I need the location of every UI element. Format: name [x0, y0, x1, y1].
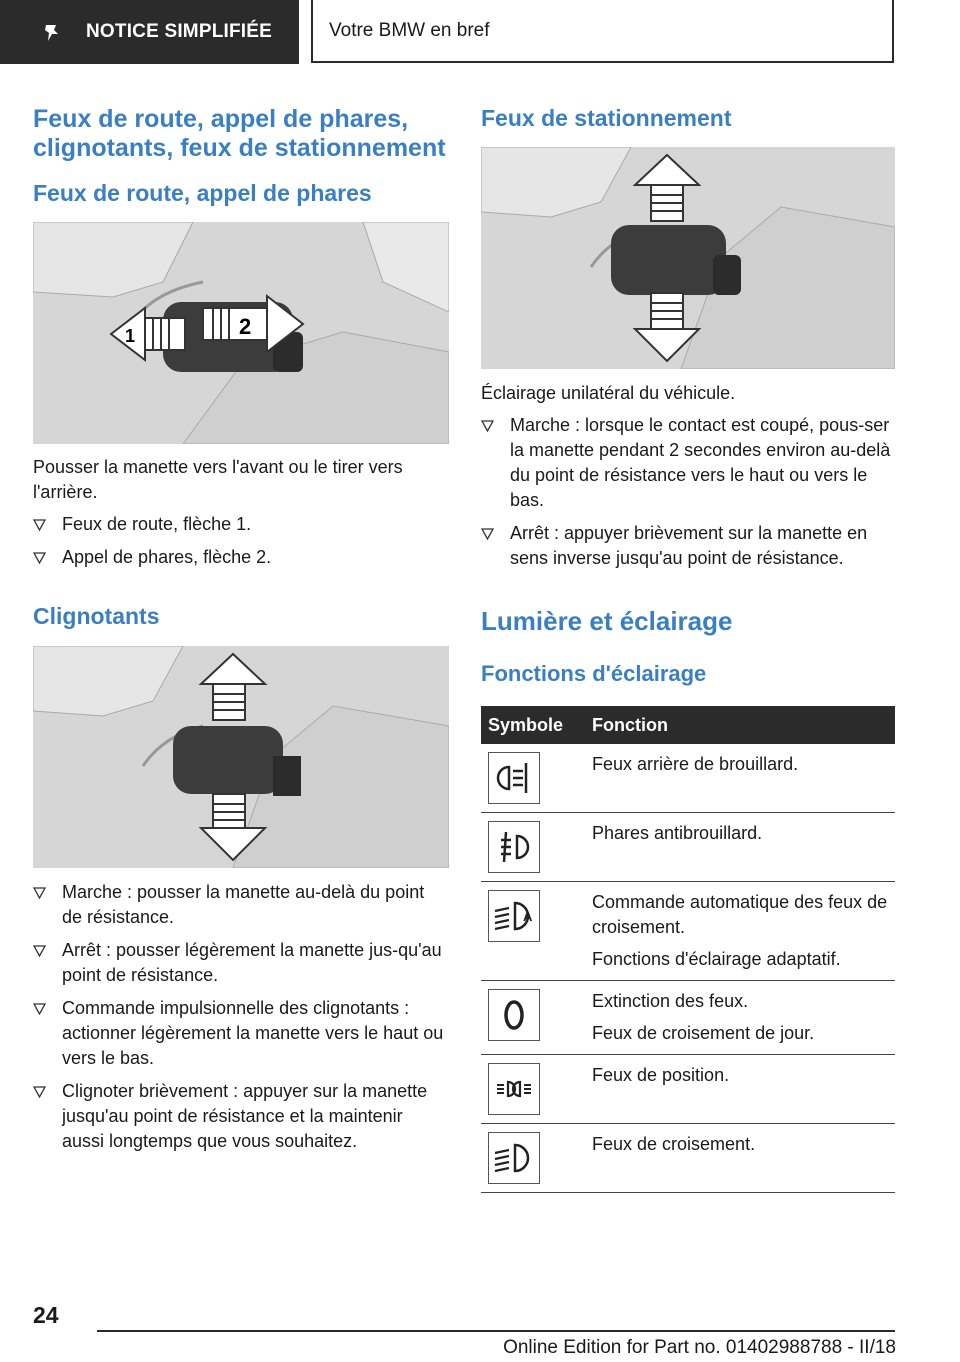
- bullet-triangle-icon: [481, 420, 494, 432]
- list-item: Commande impulsionnelle des clignotants : actionner légèrement la manette vers le haut ou vers le bas.: [33, 996, 449, 1071]
- table-row: [481, 813, 895, 882]
- lighting-symbols-table: [481, 706, 895, 1193]
- footer-edition: Online Edition for Part no. 01402988788 - II/18: [503, 1337, 896, 1358]
- arrow-2-label: 2: [239, 314, 252, 339]
- table-header: [481, 706, 895, 744]
- subheading-parking-lights: Feux de stationnement: [481, 105, 732, 131]
- page-title: Feux de route, appel de phares, clignotants, feux de stationnement: [33, 105, 446, 162]
- low-beam-icon: [488, 1132, 540, 1184]
- pin-icon: [42, 21, 64, 43]
- function-text: Phares antibrouillard.: [592, 823, 763, 843]
- table-row: [481, 981, 895, 1055]
- bullet-triangle-icon: [481, 528, 494, 540]
- table-row: [481, 1055, 895, 1124]
- turn-signal-illustration: [33, 646, 449, 868]
- parking-light-list: [481, 413, 897, 571]
- function-text: Feux de position.: [592, 1065, 730, 1085]
- list-item: Arrêt : appuyer brièvement sur la manette en sens inverse jusqu'au point de résistance.: [481, 521, 897, 571]
- parking-light-illustration: [481, 147, 895, 369]
- function-text: Feux de croisement de jour.: [592, 1023, 815, 1043]
- high-beam-list: [33, 512, 449, 570]
- front-fog-light-icon: [488, 821, 540, 873]
- table-row: [481, 744, 895, 813]
- list-item: Arrêt : pousser légèrement la manette jus-qu'au point de résistance.: [33, 938, 449, 988]
- table-row: [481, 882, 895, 981]
- arrow-1-label: 1: [125, 326, 136, 346]
- svg-text:A: A: [523, 909, 533, 924]
- bullet-triangle-icon: [33, 945, 46, 957]
- section-tab[interactable]: [0, 0, 299, 64]
- column-header-symbol: Symbole: [481, 706, 585, 744]
- bullet-triangle-icon: [33, 1086, 46, 1098]
- bullet-triangle-icon: [33, 552, 46, 564]
- chapter-box[interactable]: [311, 0, 894, 63]
- list-item: Feux de route, flèche 1.: [33, 512, 449, 537]
- high-beam-text: Pousser la manette vers l'avant ou le tirer vers l'arrière.: [33, 457, 403, 502]
- subheading-lighting-functions: Fonctions d'éclairage: [481, 661, 707, 686]
- list-item: Appel de phares, flèche 2.: [33, 545, 449, 570]
- high-beam-illustration: [33, 222, 449, 444]
- right-column: [481, 100, 897, 1193]
- page-number: 24: [33, 1302, 59, 1328]
- footer-divider: [97, 1330, 895, 1332]
- turn-signal-list: [33, 880, 449, 1154]
- subheading-turn-signals: Clignotants: [33, 603, 160, 629]
- list-item: Marche : pousser la manette au-delà du point de résistance.: [33, 880, 449, 930]
- parking-light-icon: [488, 1063, 540, 1115]
- rear-fog-light-icon: [488, 752, 540, 804]
- parking-light-text: Éclairage unilatéral du véhicule.: [481, 383, 736, 403]
- list-item: Clignoter brièvement : appuyer sur la manette jusqu'au point de résistance et la maintenir aussi longtemps que vous souhaitez.: [33, 1079, 449, 1154]
- lights-off-icon: [488, 989, 540, 1041]
- auto-headlight-icon: [488, 890, 540, 942]
- function-text: Extinction des feux.: [592, 991, 749, 1011]
- list-item: Marche : lorsque le contact est coupé, pous-ser la manette pendant 2 secondes environ au-delà du point de résistance vers le haut ou vers le bas.: [481, 413, 897, 513]
- bullet-triangle-icon: [33, 887, 46, 899]
- section-tab-label: NOTICE SIMPLIFIÉE: [86, 21, 273, 42]
- left-column: [33, 100, 449, 1154]
- function-text: Commande automatique des feux de croisement.: [592, 892, 888, 937]
- column-header-function: Fonction: [585, 706, 895, 744]
- chapter-label: Votre BMW en bref: [329, 19, 490, 41]
- bullet-triangle-icon: [33, 1003, 46, 1015]
- function-text: Fonctions d'éclairage adaptatif.: [592, 949, 841, 969]
- function-text: Feux de croisement.: [592, 1134, 756, 1154]
- table-row: [481, 1124, 895, 1193]
- subheading-high-beam: Feux de route, appel de phares: [33, 180, 372, 206]
- heading-lighting: Lumière et éclairage: [481, 606, 733, 636]
- bullet-triangle-icon: [33, 519, 46, 531]
- function-text: Feux arrière de brouillard.: [592, 754, 799, 774]
